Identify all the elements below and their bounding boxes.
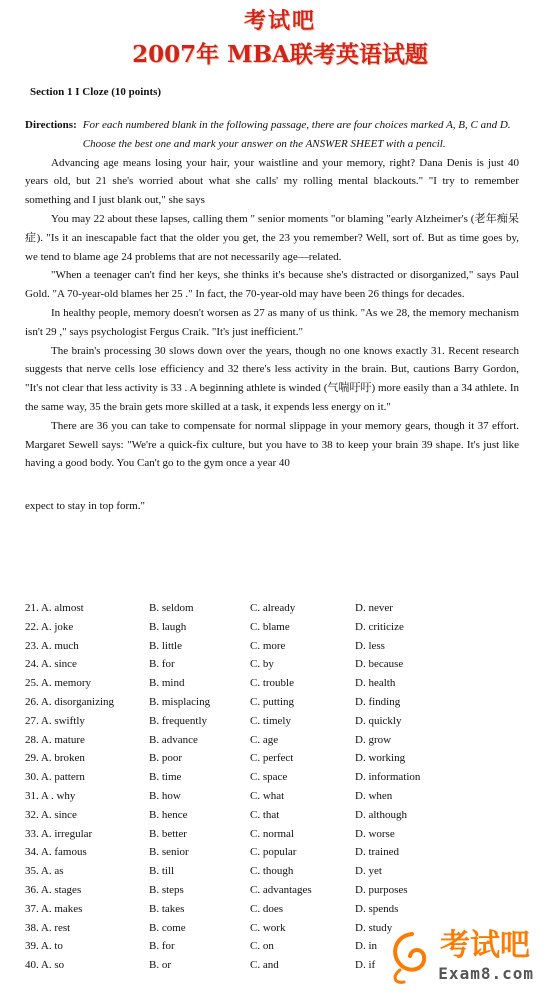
option-choice: D. criticize (355, 620, 404, 633)
option-choice: 36. A. stages (25, 883, 82, 896)
option-choice: B. how (149, 789, 181, 802)
passage-paragraph: In healthy people, memory doesn't worsen as 27 as many of us think. "As we 28, the memory mechanism isn't 29 ," says psychologist Fergus Craik. "It's just inefficient." (25, 306, 519, 338)
option-choice: C. what (250, 789, 285, 802)
option-choice: B. come (149, 921, 186, 934)
option-choice: D. information (355, 771, 421, 784)
option-choice: C. timely (250, 714, 291, 727)
option-choice: B. advance (149, 733, 198, 746)
option-choice: C. on (250, 940, 274, 953)
option-choice: D. spends (355, 902, 399, 915)
option-choice: C. and (250, 959, 279, 972)
option-choice: C. though (250, 865, 294, 878)
option-choice: D. study (355, 921, 393, 934)
option-choice: D. yet (355, 865, 382, 878)
page-title: 2007年 MBA联考英语试题 (132, 41, 428, 68)
option-choice: B. for (149, 658, 175, 671)
option-choice: B. seldom (149, 602, 194, 614)
passage-paragraph: There are 36 you can take to compensate for normal slippage in your memory gears, though it 37 effort. Margaret Sewell says: "We're a quick-fix culture, but you have to 38 to keep your brain 39 shape. It's just like having a good body. You Can't go to the gym once a year 40 (25, 419, 519, 470)
option-choice: C. by (250, 658, 274, 671)
passage-paragraph: "When a teenager can't find her keys, she thinks it's because she's distracted or disorganized," says Paul Gold. "A 70-year-old blames her 25 ." In fact, the 70-year-old may have been 26 things for decades. (25, 269, 519, 301)
option-choice: C. work (250, 921, 286, 934)
site-brand: 考试吧 (243, 8, 316, 34)
option-choice: 38. A. rest (25, 921, 71, 934)
option-choice: C. normal (250, 827, 294, 840)
option-choice: D. when (355, 789, 393, 802)
option-choice: C. space (250, 771, 288, 784)
option-choice: C. blame (250, 620, 290, 633)
option-choice: 33. A. irregular (25, 827, 93, 840)
option-choice: 30. A. pattern (25, 771, 85, 784)
option-choice: B. hence (149, 808, 188, 821)
swirl-icon (382, 926, 442, 986)
exam8-logo (382, 920, 552, 990)
option-choice: 40. A. so (25, 959, 65, 972)
option-choice: C. does (250, 902, 283, 915)
option-choice: B. or (149, 959, 171, 972)
section-heading: Section 1 I Cloze (10 points) (30, 86, 162, 98)
option-choice: D. less (355, 639, 385, 652)
option-choice: C. already (250, 602, 296, 614)
option-choice: B. senior (149, 846, 189, 859)
option-choice: B. takes (149, 902, 185, 915)
option-choice: 35. A. as (25, 865, 64, 878)
passage-paragraph: expect to stay in top form." (25, 500, 145, 513)
logo-url: Exam8.com (438, 964, 534, 983)
option-choice: C. advantages (250, 883, 312, 896)
directions-text: For each numbered blank in the following passage, there are four choices marked A, B, C and D. Choose the best one and mark your answer on the ANSWER SHEET with a pencil. (82, 119, 511, 150)
option-choice: D. in (355, 940, 377, 953)
option-choice: 37. A. makes (25, 902, 83, 915)
option-choice: 27. A. swiftly (25, 714, 85, 727)
option-choice: C. popular (250, 846, 297, 859)
logo-wordmark: 考试吧 (440, 928, 530, 963)
option-choice: 24. A. since (25, 658, 77, 671)
option-choice: B. misplacing (149, 695, 211, 708)
passage-paragraph: You may 22 about these lapses, calling them " senior moments "or blaming "early Alzheimer's (老年痴呆症). "Is it an inescapable fact that the older you get, the 23 you remember? Well, sort of. But as time goes by, we tend to blame age 24 problems that are not necessarily age—related. (25, 212, 519, 263)
option-choice: B. laugh (149, 620, 187, 633)
option-choice: C. putting (250, 695, 295, 708)
passage-paragraph: Advancing age means losing your hair, your waistline and your memory, right? Dana Denis is just 40 years old, but 21 she's worried about what she calls' my rolling mental blackouts." "I try to remember something and I just blank out," she says (25, 156, 519, 207)
option-choice: D. grow (355, 733, 392, 746)
option-choice: 34. A. famous (25, 846, 87, 859)
option-choice: B. mind (149, 677, 185, 690)
option-choice: D. health (355, 677, 396, 690)
option-choice: 28. A. mature (25, 733, 85, 746)
option-choice: 32. A. since (25, 808, 77, 821)
option-choice: B. little (149, 639, 182, 652)
passage-paragraph: The brain's processing 30 slows down over the years, though no one knows exactly 31. Recent research suggests that nerve cells lose efficiency and 32 there's less activity in the brain. But, cautions Barry Gordon, "It's not clear that less activity is 33 . A beginning athlete is winded (气喘吁吁) more easily than a 34 athlete. In the same way, 35 the brain gets more skilled at a task, it expends less energy on it." (25, 344, 519, 413)
option-choice: D. never (355, 602, 393, 614)
option-choice: 39. A. to (25, 940, 63, 953)
directions (25, 116, 519, 154)
option-choice: C. perfect (250, 752, 294, 765)
option-choice: 21. A. almost (25, 602, 84, 614)
option-choice: 23. A. much (25, 639, 79, 652)
option-choice: B. frequently (149, 714, 208, 727)
option-choice: D. quickly (355, 714, 402, 727)
option-choice: C. more (250, 639, 286, 652)
option-choice: C. trouble (250, 677, 294, 690)
option-choice: 22. A. joke (25, 620, 74, 633)
option-choice: B. time (149, 771, 182, 784)
option-choice: D. because (355, 658, 404, 671)
option-choice: 26. A. disorganizing (25, 695, 115, 708)
option-choice: B. poor (149, 752, 182, 765)
option-choice: C. age (250, 733, 279, 746)
option-choice: C. that (250, 808, 280, 821)
option-choice: 29. A. broken (25, 752, 85, 765)
option-choice: D. finding (355, 695, 401, 708)
directions-label: Directions: (25, 119, 77, 131)
option-choice: B. for (149, 940, 175, 953)
option-choice: D. working (355, 752, 406, 765)
cloze-passage (25, 116, 519, 516)
option-choice: D. purposes (355, 883, 408, 896)
option-choice: D. worse (355, 827, 395, 840)
option-choice: D. trained (355, 846, 399, 859)
option-choice: 31. A . why (25, 789, 76, 802)
option-choice: B. till (149, 865, 175, 878)
option-choice: D. although (355, 808, 407, 821)
option-choice: B. steps (149, 883, 184, 896)
option-choice: 25. A. memory (25, 677, 91, 690)
option-choice: D. if (355, 959, 376, 972)
option-choice: B. better (149, 827, 187, 840)
